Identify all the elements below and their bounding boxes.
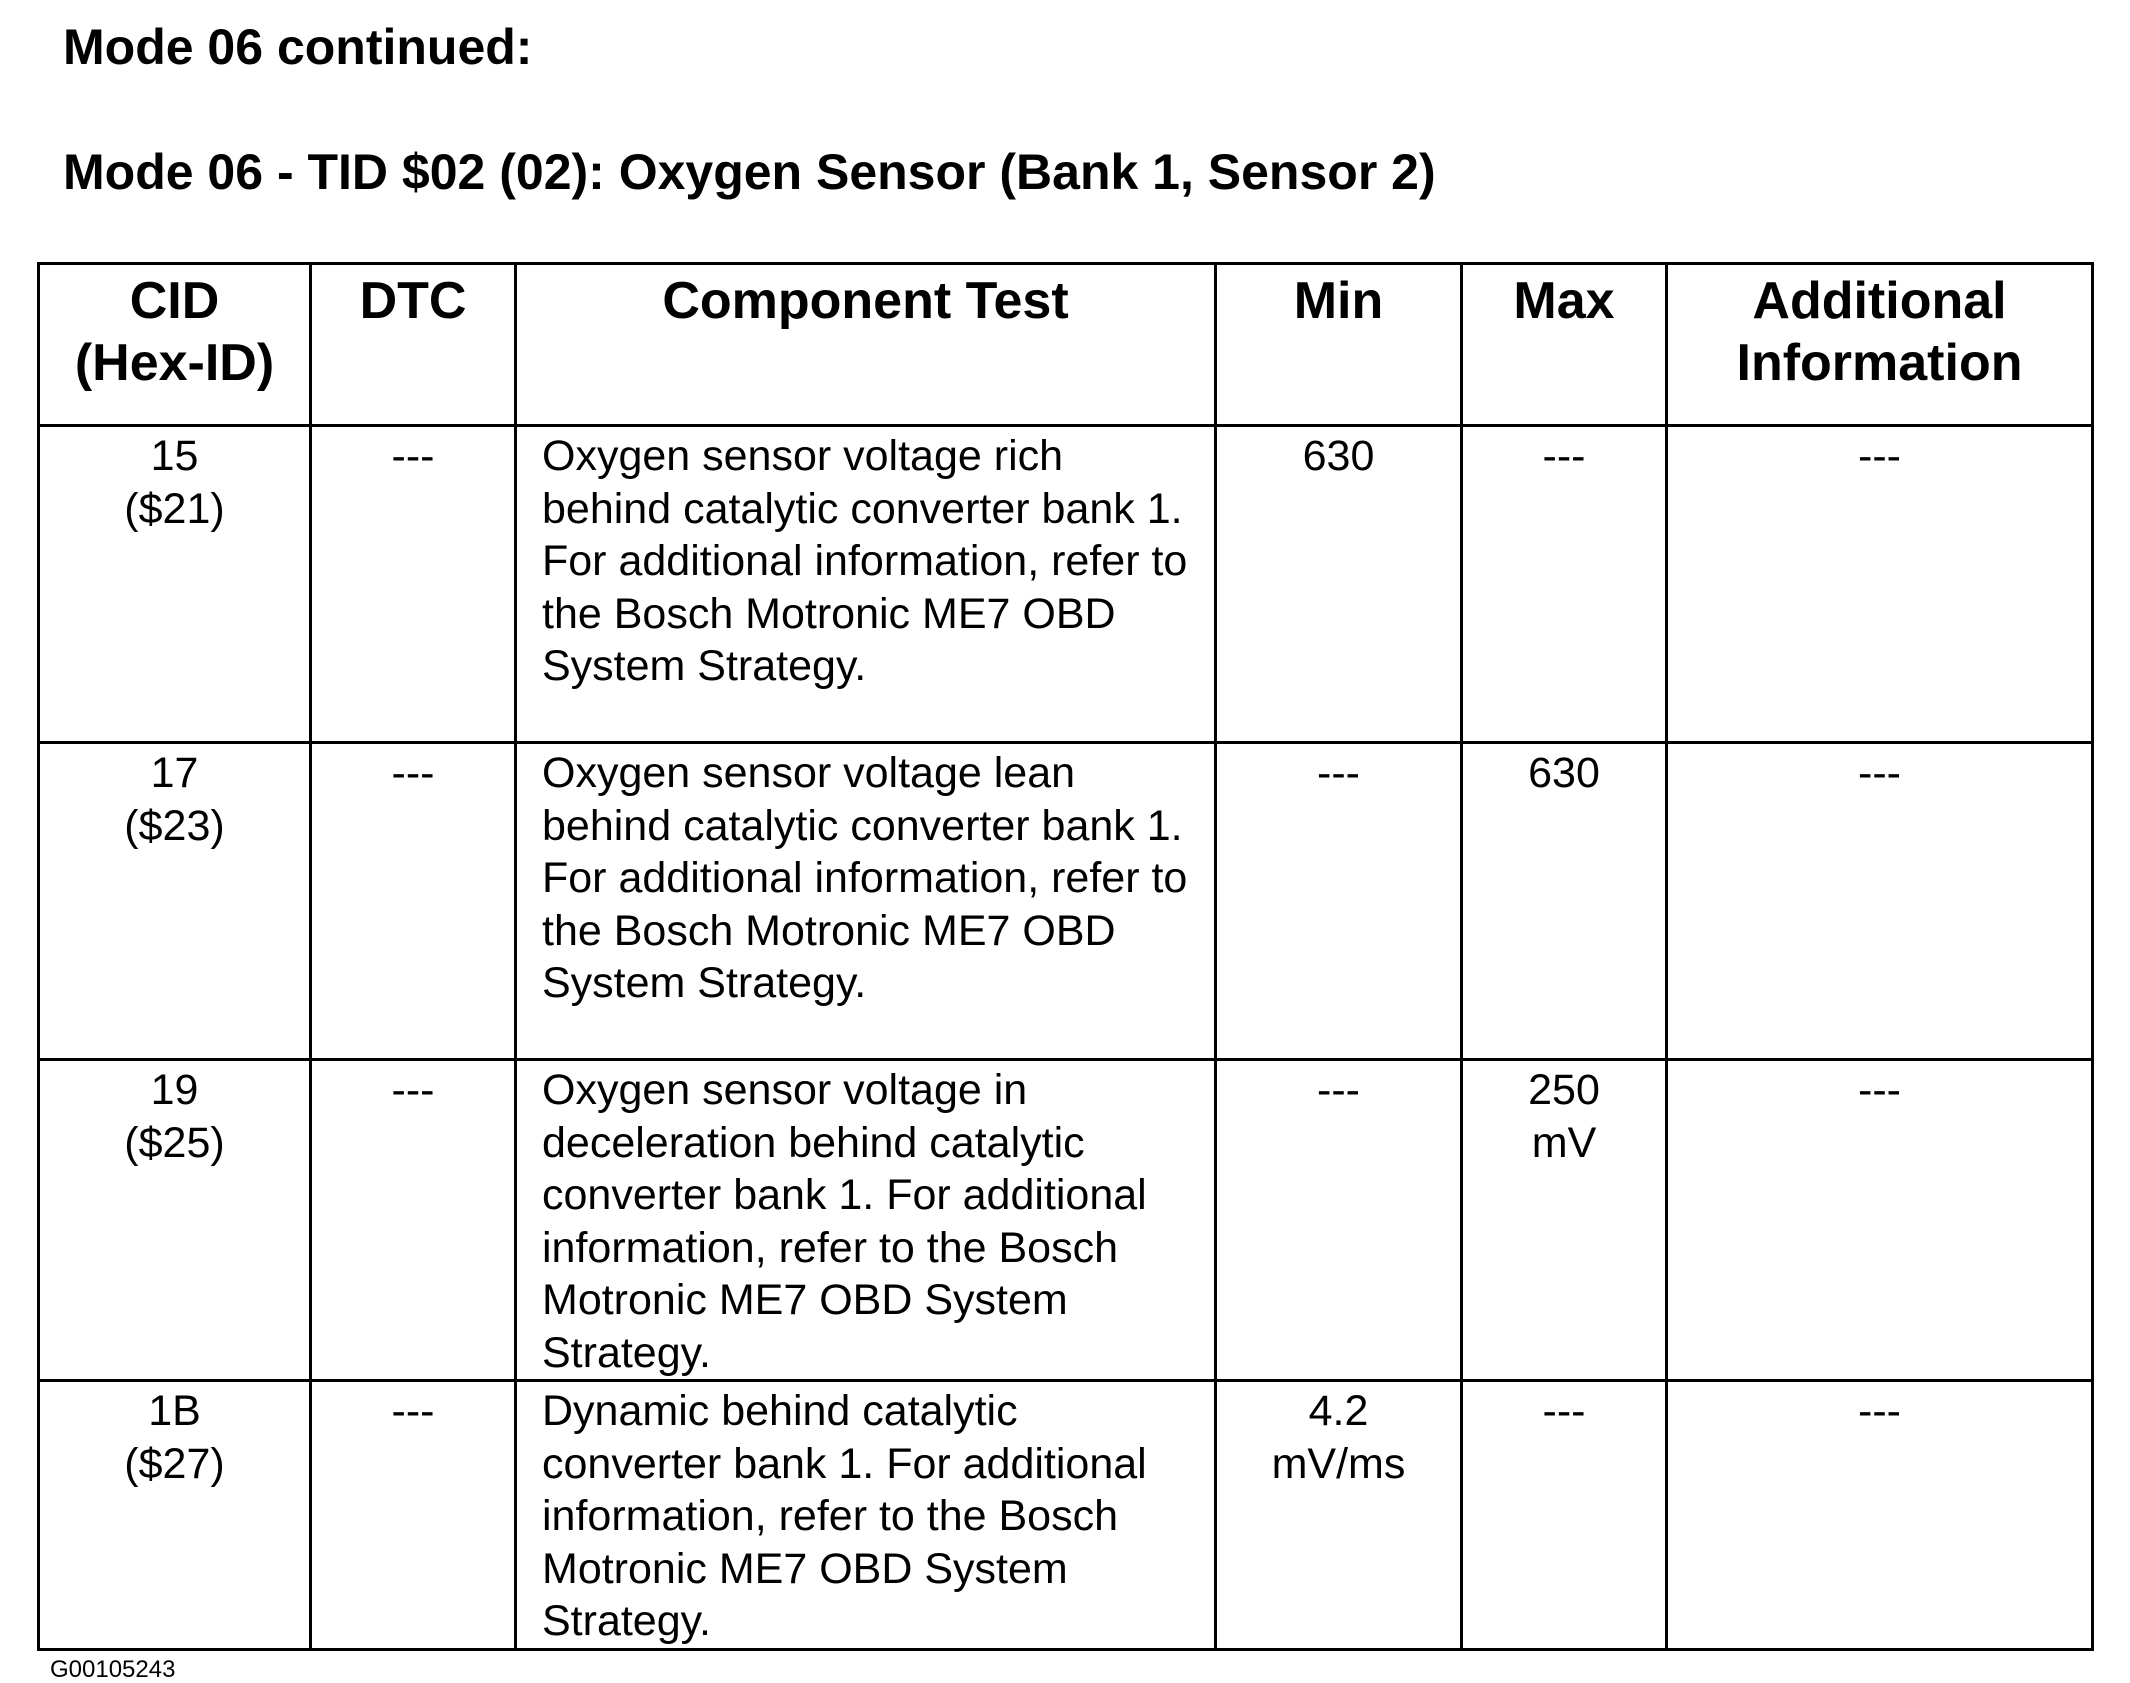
cell-additional-information: --- (1667, 743, 2093, 1060)
table-row (39, 426, 2093, 743)
col-header-additional-information: Additional Information (1667, 264, 2093, 426)
page-heading-continued: Mode 06 continued: (63, 19, 533, 75)
table-row (39, 743, 2093, 1060)
cell-dtc: --- (311, 1060, 516, 1381)
cell-component-test: Oxygen sensor voltage rich behind catalytic converter bank 1. For additional information, refer to the Bosch Motronic ME7 OBD System Strategy. (516, 426, 1216, 743)
col-header-max: Max (1462, 264, 1667, 426)
cell-max: --- (1462, 1381, 1667, 1650)
table-row (39, 1381, 2093, 1650)
cell-additional-information: --- (1667, 1381, 2093, 1650)
cell-min: 4.2 mV/ms (1216, 1381, 1462, 1650)
col-header-dtc: DTC (311, 264, 516, 426)
cell-min: --- (1216, 743, 1462, 1060)
cell-max: 630 (1462, 743, 1667, 1060)
cell-cid: 17 ($23) (39, 743, 311, 1060)
figure-id: G00105243 (50, 1656, 176, 1683)
cell-dtc: --- (311, 743, 516, 1060)
cell-dtc: --- (311, 1381, 516, 1650)
cell-max: 250 mV (1462, 1060, 1667, 1381)
cell-min: --- (1216, 1060, 1462, 1381)
cell-additional-information: --- (1667, 1060, 2093, 1381)
table-row (39, 1060, 2093, 1381)
col-header-component-test: Component Test (516, 264, 1216, 426)
cell-cid: 19 ($25) (39, 1060, 311, 1381)
cell-min: 630 (1216, 426, 1462, 743)
section-heading-tid: Mode 06 - TID $02 (02): Oxygen Sensor (Bank 1, Sensor 2) (63, 144, 1436, 200)
cell-component-test: Dynamic behind catalytic converter bank 1. For additional information, refer to the Bosch Motronic ME7 OBD System Strategy. (516, 1381, 1216, 1650)
cell-cid: 15 ($21) (39, 426, 311, 743)
cell-component-test: Oxygen sensor voltage lean behind catalytic converter bank 1. For additional information, refer to the Bosch Motronic ME7 OBD System Strategy. (516, 743, 1216, 1060)
cell-additional-information: --- (1667, 426, 2093, 743)
table-header-row (39, 264, 2093, 426)
cell-max: --- (1462, 426, 1667, 743)
cell-cid: 1B ($27) (39, 1381, 311, 1650)
cell-dtc: --- (311, 426, 516, 743)
col-header-min: Min (1216, 264, 1462, 426)
mode06-table (37, 262, 2094, 1651)
col-header-cid: CID (Hex-ID) (39, 264, 311, 426)
cell-component-test: Oxygen sensor voltage in deceleration behind catalytic converter bank 1. For additional information, refer to the Bosch Motronic ME7 OBD System Strategy. (516, 1060, 1216, 1381)
